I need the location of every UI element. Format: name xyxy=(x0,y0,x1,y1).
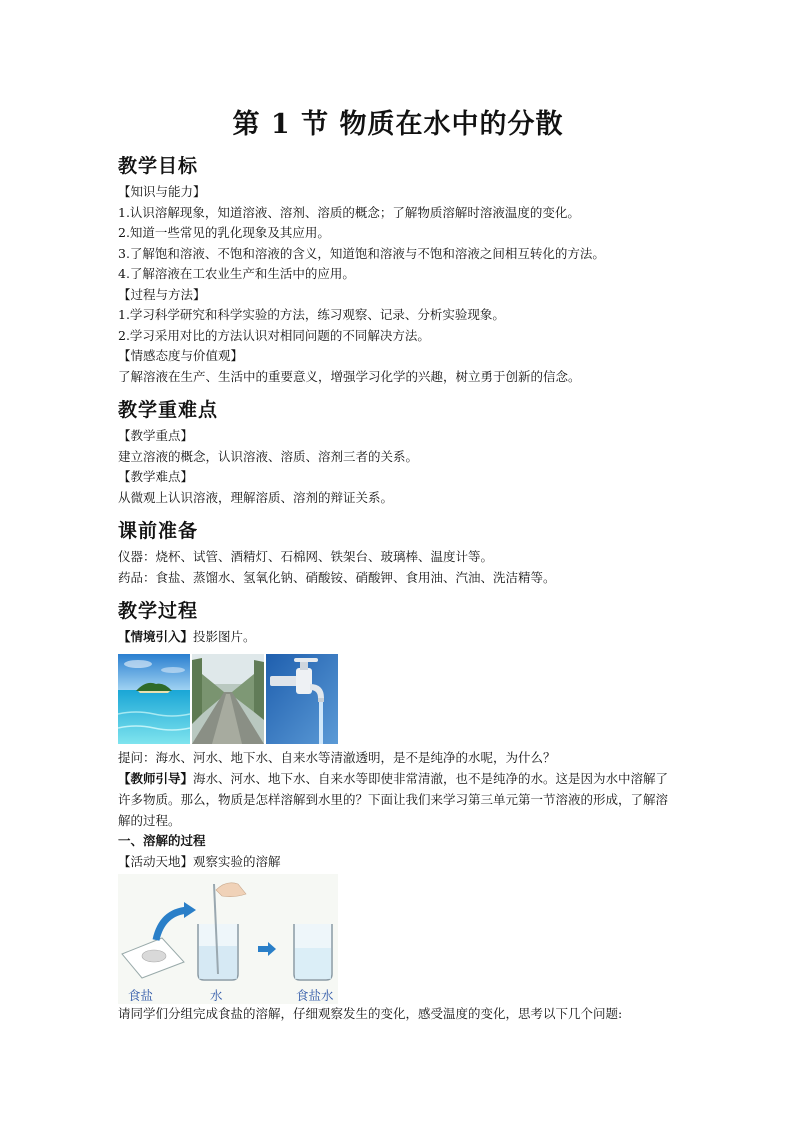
document-page xyxy=(118,96,678,1025)
activity-line xyxy=(118,852,678,873)
intro-line xyxy=(118,627,678,648)
faucet-photo xyxy=(266,654,338,744)
instruments-text: 仪器：烧杯、试管、酒精灯、石棉网、铁架台、玻璃棒、温度计等。 xyxy=(118,549,494,564)
activity-text: 观察实验的溶解 xyxy=(193,853,281,869)
photo-row xyxy=(118,654,678,744)
activity-label: 【活动天地】 xyxy=(118,853,194,869)
label-salt-water: 食盐水 xyxy=(296,988,334,1003)
intro-text: 投影图片。 xyxy=(193,629,256,644)
section-heading-key-points: 教学重难点 xyxy=(118,399,219,421)
attitude-header: 【情感态度与价值观】 xyxy=(118,348,244,363)
teacher-guide-paragraph xyxy=(118,768,678,831)
section-heading-objectives: 教学目标 xyxy=(118,155,199,177)
attitude-text: 了解溶液在生产、生活中的重要意义，增强学习化学的兴趣，树立勇于创新的信念。 xyxy=(118,368,581,384)
intro-label: 【情境引入】 xyxy=(118,629,194,644)
section-heading-process: 教学过程 xyxy=(118,600,199,622)
knowledge-item: 2.知道一些常见的乳化现象及其应用。 xyxy=(118,225,330,240)
experiment-labels xyxy=(118,984,338,1004)
page-title: 第 1 节 物质在水中的分散 xyxy=(232,109,564,140)
reagents-text: 药品：食盐、蒸馏水、氢氧化钠、硝酸铵、硝酸钾、食用油、汽油、洗洁精等。 xyxy=(118,569,556,585)
difficulty-text: 从微观上认识溶液，理解溶质、溶剂的辩证关系。 xyxy=(118,489,394,505)
knowledge-item: 1.认识溶解现象，知道溶液、溶剂、溶质的概念；了解物质溶解时溶液温度的变化。 xyxy=(118,204,580,220)
process-item: 1.学习科学研究和科学实验的方法，练习观察、记录、分析实验现象。 xyxy=(118,307,505,322)
section-heading-preparation: 课前准备 xyxy=(118,520,199,542)
teacher-guide-label: 【教师引导】 xyxy=(118,771,194,786)
key-header: 【教学重点】 xyxy=(118,428,194,443)
question-text: 提问：海水、河水、地下水、自来水等清澈透明，是不是纯净的水呢，为什么？ xyxy=(118,749,556,765)
sea-island-photo xyxy=(118,654,190,744)
process-item: 2.学习采用对比的方法认识对相同问题的不同解决方法。 xyxy=(118,327,430,343)
knowledge-item: 3.了解饱和溶液、不饱和溶液的含义，知道饱和溶液与不饱和溶液之间相互转化的方法。 xyxy=(118,245,605,261)
label-salt: 食盐 xyxy=(128,988,154,1003)
knowledge-item: 4.了解溶液在工农业生产和生活中的应用。 xyxy=(118,266,355,281)
teacher-guide-text: 海水、河水、地下水、自来水等即使非常清澈，也不是纯净的水。这是因为水中溶解了许多物质。那么，物质是怎样溶解到水里的？下面让我们来学习第三单元第一节溶液的形成，了解溶解的过程。 xyxy=(118,771,669,828)
process-header: 【过程与方法】 xyxy=(118,286,206,302)
river-photo xyxy=(192,654,264,744)
experiment-illustration xyxy=(118,874,338,1004)
difficulty-header: 【教学难点】 xyxy=(118,469,194,484)
key-text: 建立溶液的概念，认识溶液、溶质、溶剂三者的关系。 xyxy=(118,448,419,464)
knowledge-header: 【知识与能力】 xyxy=(118,184,206,199)
label-water: 水 xyxy=(210,988,223,1003)
instruction-text: 请同学们分组完成食盐的溶解，仔细观察发生的变化，感受温度的变化，思考以下几个问题: xyxy=(118,1006,623,1021)
subheading-dissolution-process: 一、溶解的过程 xyxy=(118,833,206,848)
